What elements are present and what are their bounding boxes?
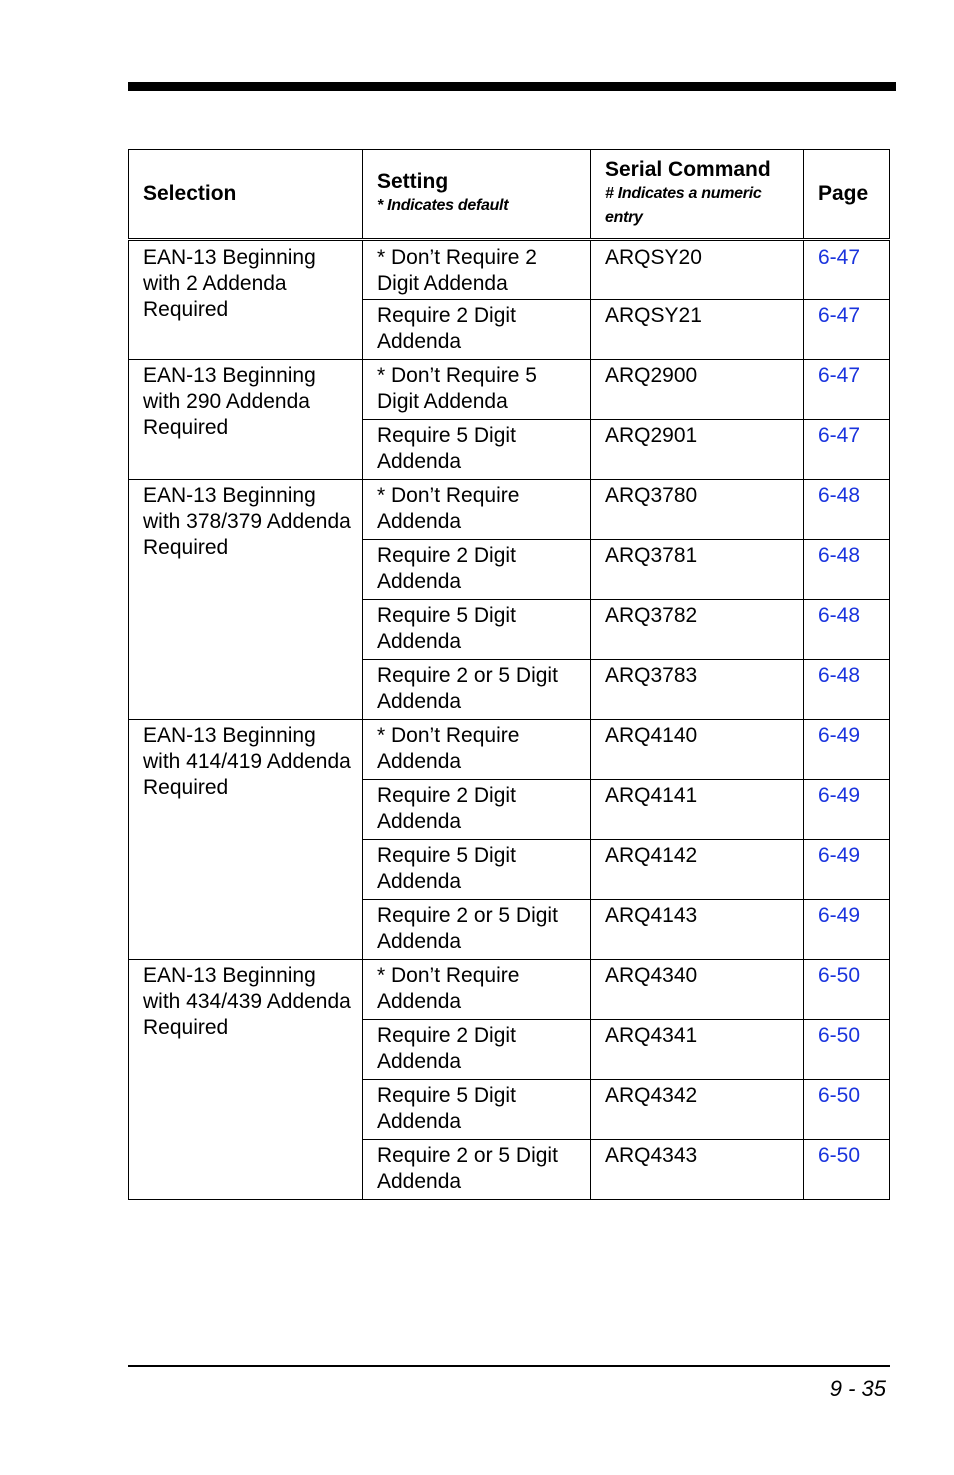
selection-cell: EAN-13 Beginning with 290 Addenda Required: [129, 360, 363, 480]
serial-command-cell: ARQ4342: [591, 1080, 804, 1140]
page-cell: [804, 240, 890, 300]
serial-command-cell: ARQ2901: [591, 420, 804, 480]
table-body: [129, 240, 890, 1200]
serial-command-cell: ARQ3782: [591, 600, 804, 660]
setting-cell: Require 2 Digit Addenda: [363, 1020, 591, 1080]
page-link[interactable]: 6-49: [818, 904, 861, 927]
setting-cell: Require 2 Digit Addenda: [363, 780, 591, 840]
table-row: [129, 960, 890, 1020]
header-page: [804, 150, 890, 240]
page-cell: [804, 960, 890, 1020]
setting-cell: * Don’t Require Addenda: [363, 480, 591, 540]
serial-command-cell: ARQSY21: [591, 300, 804, 360]
bottom-rule: [128, 1365, 890, 1367]
selection-cell: EAN-13 Beginning with 414/419 Addenda Required: [129, 720, 363, 960]
page-link[interactable]: 6-50: [818, 1084, 861, 1107]
header-page-label: Page: [818, 182, 869, 205]
setting-cell: Require 5 Digit Addenda: [363, 1080, 591, 1140]
setting-cell: Require 5 Digit Addenda: [363, 600, 591, 660]
table-row: [129, 480, 890, 540]
header-serial-label: Serial Command: [605, 158, 771, 181]
serial-command-cell: ARQ4341: [591, 1020, 804, 1080]
page-cell: [804, 720, 890, 780]
setting-cell: Require 5 Digit Addenda: [363, 420, 591, 480]
setting-cell: Require 5 Digit Addenda: [363, 840, 591, 900]
page-cell: [804, 660, 890, 720]
serial-command-cell: ARQ3783: [591, 660, 804, 720]
page-link[interactable]: 6-47: [818, 304, 861, 327]
header-setting-note: * Indicates default: [377, 197, 509, 214]
selection-cell: EAN-13 Beginning with 434/439 Addenda Required: [129, 960, 363, 1200]
table-row: [129, 720, 890, 780]
page-cell: [804, 840, 890, 900]
page-link[interactable]: 6-50: [818, 964, 861, 987]
page-link[interactable]: 6-48: [818, 544, 861, 567]
serial-command-table: [128, 149, 890, 1200]
header-selection-label: Selection: [143, 182, 237, 205]
page-cell: [804, 900, 890, 960]
setting-cell: Require 2 or 5 Digit Addenda: [363, 660, 591, 720]
page-link[interactable]: 6-47: [818, 364, 861, 387]
page-link[interactable]: 6-50: [818, 1144, 861, 1167]
page-cell: [804, 480, 890, 540]
page-number: 9 - 35: [829, 1376, 886, 1401]
page-cell: [804, 300, 890, 360]
serial-command-cell: ARQ3781: [591, 540, 804, 600]
page-cell: [804, 420, 890, 480]
serial-command-cell: ARQ4140: [591, 720, 804, 780]
page-cell: [804, 1020, 890, 1080]
header-serial-note: # Indicates a numeric entry: [605, 185, 762, 226]
page-cell: [804, 1140, 890, 1200]
serial-command-cell: ARQSY20: [591, 240, 804, 300]
table-header-row: [129, 150, 890, 240]
setting-cell: Require 2 or 5 Digit Addenda: [363, 900, 591, 960]
serial-command-cell: ARQ4340: [591, 960, 804, 1020]
setting-cell: Require 2 or 5 Digit Addenda: [363, 1140, 591, 1200]
serial-command-cell: ARQ4143: [591, 900, 804, 960]
serial-command-cell: ARQ4141: [591, 780, 804, 840]
page-link[interactable]: 6-49: [818, 784, 861, 807]
setting-cell: * Don’t Require 2 Digit Addenda: [363, 240, 591, 300]
page-cell: [804, 780, 890, 840]
header-serial-command: [591, 150, 804, 240]
page-cell: [804, 540, 890, 600]
selection-cell: EAN-13 Beginning with 2 Addenda Required: [129, 240, 363, 360]
page-link[interactable]: 6-48: [818, 664, 861, 687]
serial-command-cell: ARQ2900: [591, 360, 804, 420]
selection-cell: EAN-13 Beginning with 378/379 Addenda Required: [129, 480, 363, 720]
page-link[interactable]: 6-47: [818, 246, 861, 269]
serial-command-cell: ARQ4343: [591, 1140, 804, 1200]
page-link[interactable]: 6-47: [818, 424, 861, 447]
page-cell: [804, 1080, 890, 1140]
page-link[interactable]: 6-48: [818, 484, 861, 507]
header-setting: [363, 150, 591, 240]
serial-command-cell: ARQ4142: [591, 840, 804, 900]
page-link[interactable]: 6-48: [818, 604, 861, 627]
page-link[interactable]: 6-50: [818, 1024, 861, 1047]
header-selection: [129, 150, 363, 240]
page-link[interactable]: 6-49: [818, 724, 861, 747]
top-rule: [128, 82, 896, 91]
setting-cell: * Don’t Require Addenda: [363, 720, 591, 780]
table-row: [129, 240, 890, 300]
page-link[interactable]: 6-49: [818, 844, 861, 867]
setting-cell: * Don’t Require Addenda: [363, 960, 591, 1020]
page-cell: [804, 360, 890, 420]
table-row: [129, 360, 890, 420]
page-cell: [804, 600, 890, 660]
serial-command-cell: ARQ3780: [591, 480, 804, 540]
setting-cell: * Don’t Require 5 Digit Addenda: [363, 360, 591, 420]
setting-cell: Require 2 Digit Addenda: [363, 300, 591, 360]
header-setting-label: Setting: [377, 170, 449, 193]
setting-cell: Require 2 Digit Addenda: [363, 540, 591, 600]
